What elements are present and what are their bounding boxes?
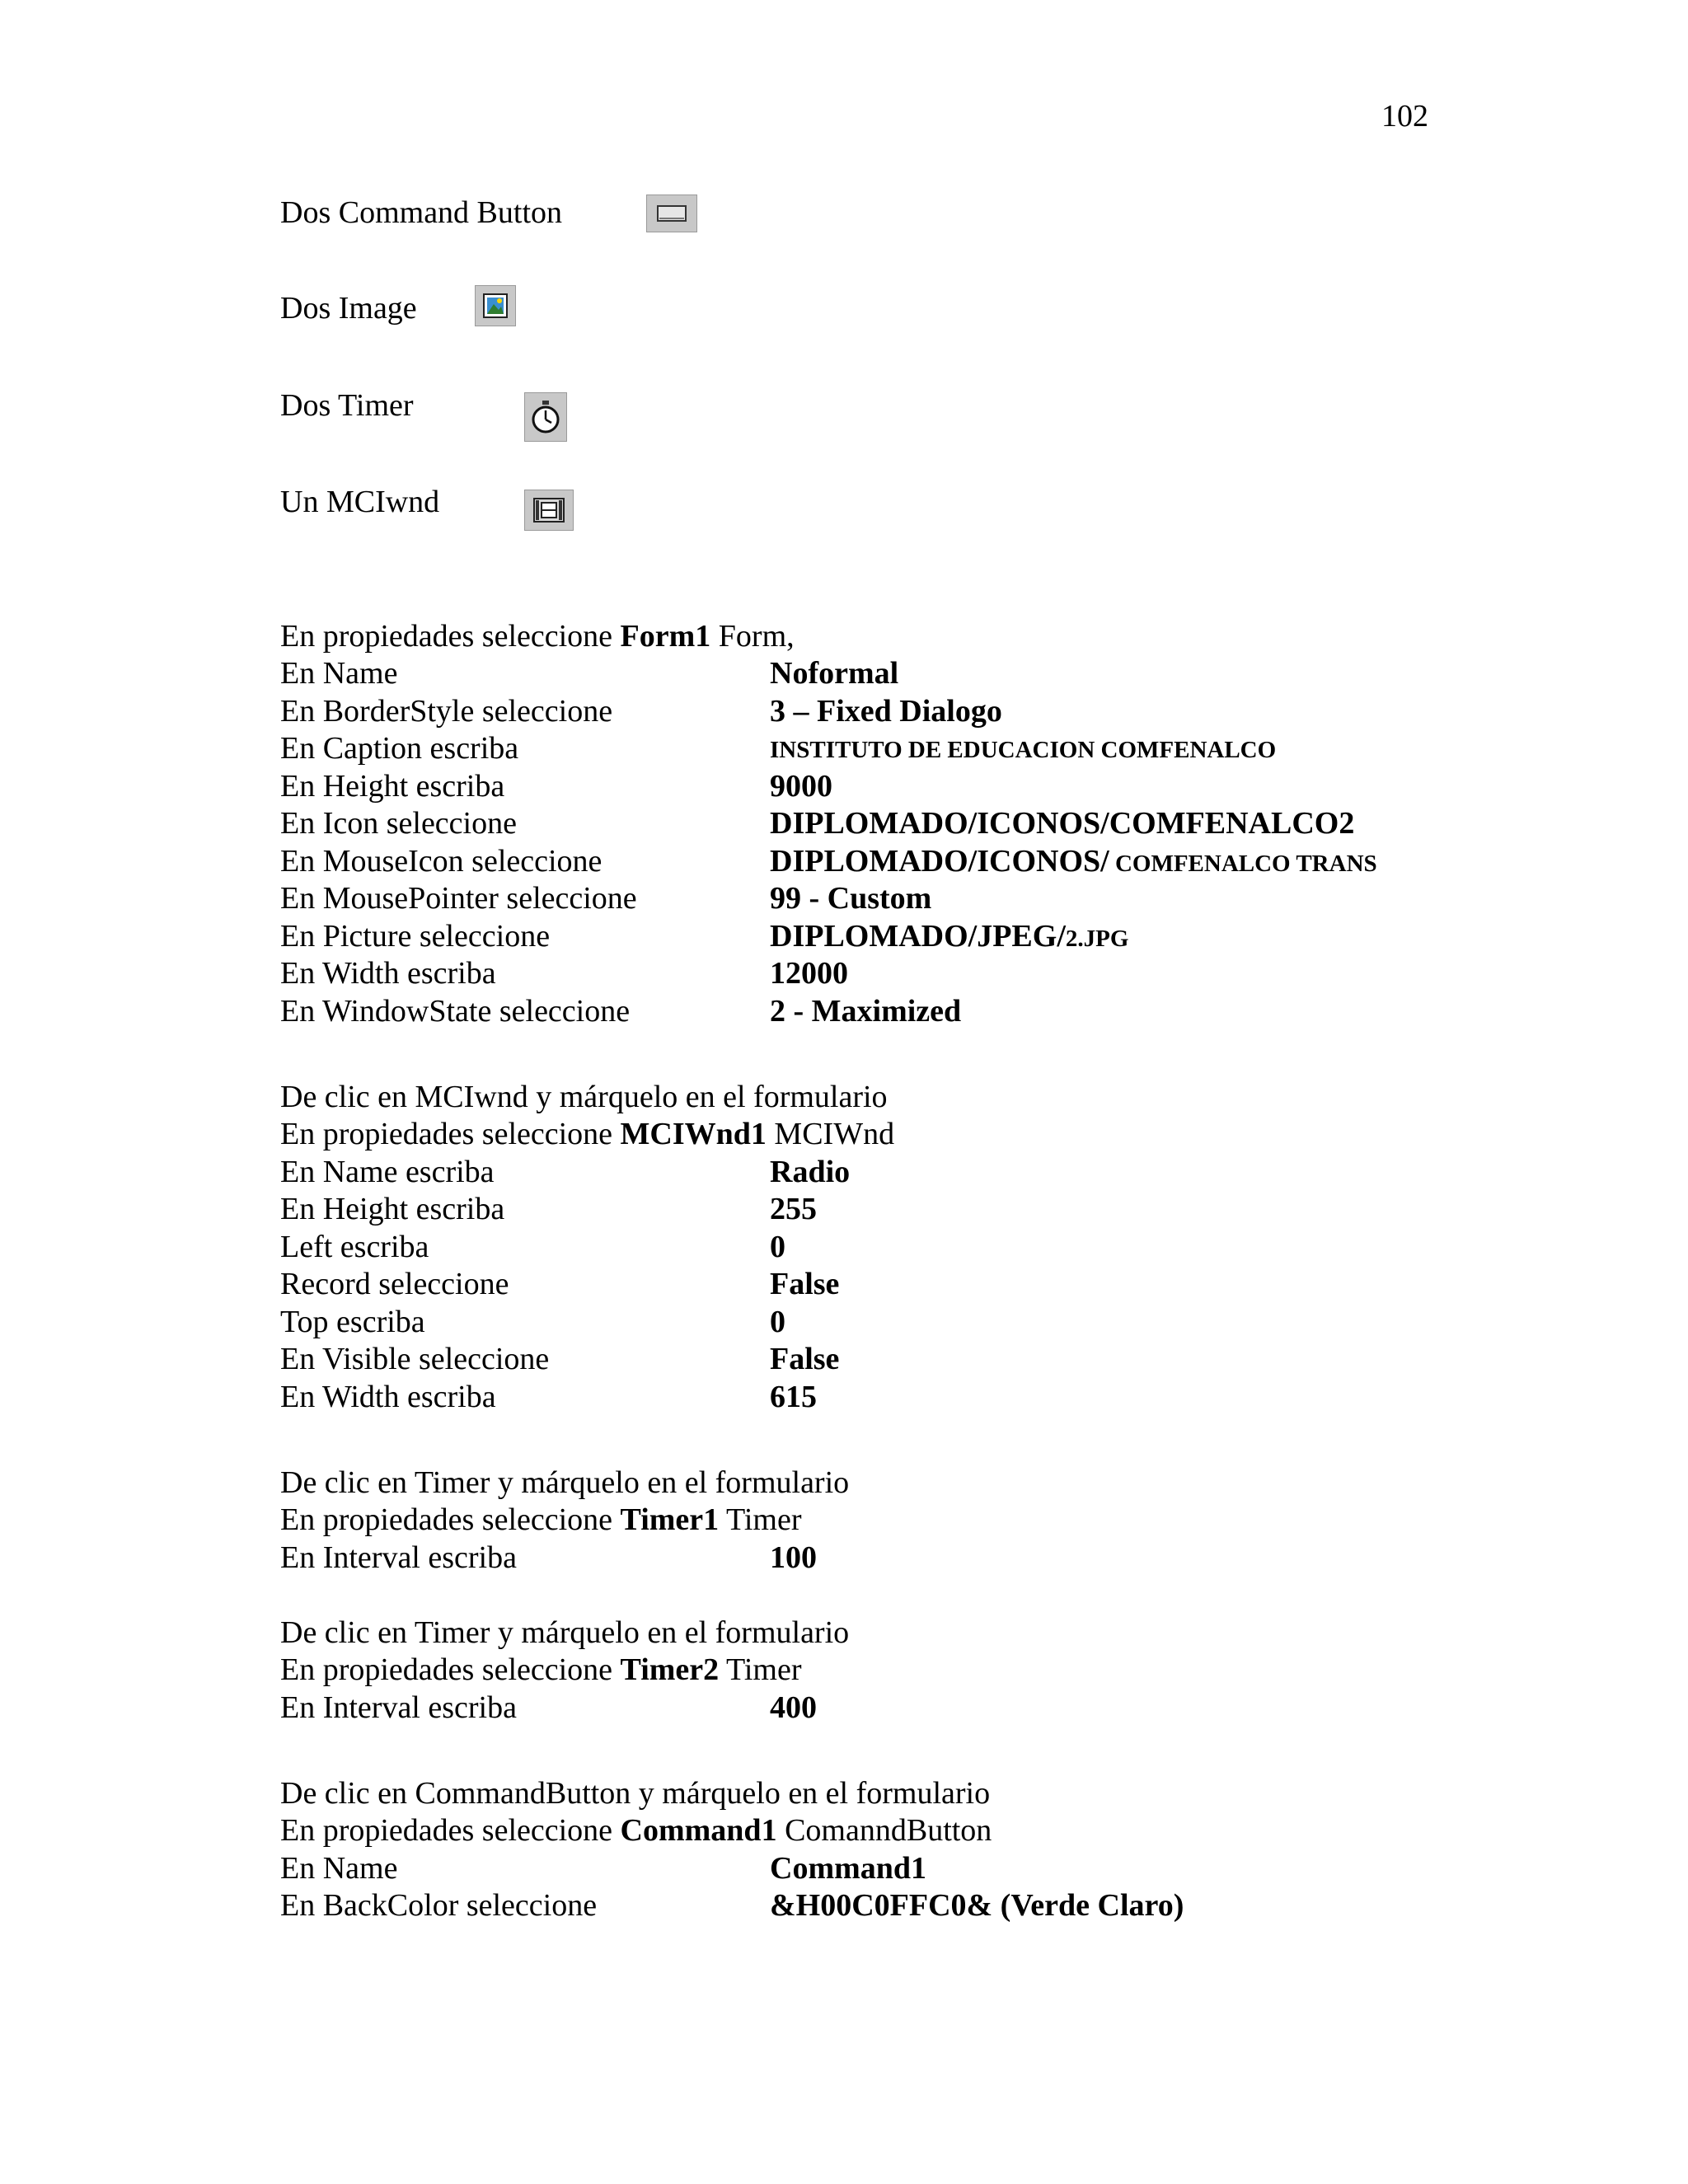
- object-name: Timer2: [620, 1652, 720, 1687]
- property-label: En MouseIcon seleccione: [280, 844, 603, 879]
- page-number: 102: [1381, 99, 1428, 134]
- property-value: 99 - Custom: [770, 881, 932, 916]
- mci-properties-intro: [280, 1115, 894, 1153]
- property-label: En Height escriba: [280, 769, 505, 804]
- section-instruction: De clic en MCIwnd y márquelo en el formulario: [280, 1080, 888, 1114]
- control-label: Dos Image: [280, 291, 417, 326]
- intro-text: En propiedades seleccione: [280, 1813, 621, 1848]
- intro-text: En propiedades seleccione: [280, 619, 621, 654]
- property-label: En Width escriba: [280, 956, 496, 991]
- property-value: 2 - Maximized: [770, 994, 962, 1029]
- property-value: [770, 917, 1128, 958]
- object-type: Form,: [710, 619, 795, 654]
- property-value: False: [770, 1342, 840, 1376]
- form-properties-intro: [280, 617, 795, 655]
- section-instruction: De clic en Timer y márquelo en el formulario: [280, 1465, 850, 1500]
- property-value: INSTITUTO DE EDUCACION COMFENALCO: [770, 737, 1277, 763]
- value-main: DIPLOMADO/ICONOS/: [770, 844, 1109, 879]
- property-label: En BackColor seleccione: [280, 1888, 598, 1923]
- command-properties-intro: [280, 1811, 992, 1849]
- property-value: Radio: [770, 1155, 851, 1189]
- property-value: Command1: [770, 1851, 927, 1886]
- object-name: Command1: [620, 1813, 777, 1848]
- property-label: En Visible seleccione: [280, 1342, 550, 1376]
- property-value: [770, 842, 1377, 883]
- property-value: &H00C0FFC0& (Verde Claro): [770, 1888, 1184, 1923]
- image-icon: [475, 285, 516, 326]
- control-label: Un MCIwnd: [280, 485, 440, 519]
- property-value: 255: [770, 1192, 817, 1226]
- property-value: 3 – Fixed Dialogo: [770, 694, 1002, 729]
- control-label: Dos Timer: [280, 388, 414, 423]
- property-label: En Interval escriba: [280, 1540, 517, 1575]
- mciwnd-icon: [524, 490, 574, 531]
- property-label: En BorderStyle seleccione: [280, 694, 613, 729]
- control-label: Dos Command Button: [280, 195, 563, 230]
- property-label: Record seleccione: [280, 1267, 509, 1301]
- property-value: Noformal: [770, 656, 899, 691]
- object-type: MCIWnd: [766, 1117, 895, 1151]
- object-name: Timer1: [620, 1502, 720, 1537]
- property-value: 0: [770, 1305, 785, 1339]
- intro-text: En propiedades seleccione: [280, 1117, 621, 1151]
- property-value: DIPLOMADO/ICONOS/COMFENALCO2: [770, 806, 1355, 841]
- section-instruction: De clic en Timer y márquelo en el formulario: [280, 1615, 850, 1650]
- object-name: Form1: [620, 619, 711, 654]
- object-type: Timer: [719, 1502, 802, 1537]
- property-value: False: [770, 1267, 840, 1301]
- property-value: 9000: [770, 769, 832, 804]
- section-instruction: De clic en CommandButton y márquelo en el formulario: [280, 1776, 991, 1811]
- intro-text: En propiedades seleccione: [280, 1502, 621, 1537]
- timer1-properties-intro: [280, 1501, 801, 1539]
- object-type: ComanndButton: [776, 1813, 992, 1848]
- object-type: Timer: [719, 1652, 802, 1687]
- property-label: En Name: [280, 1851, 398, 1886]
- property-value: 615: [770, 1380, 817, 1414]
- property-label: En WindowState seleccione: [280, 994, 631, 1029]
- property-value: 0: [770, 1230, 785, 1264]
- property-label: Left escriba: [280, 1230, 429, 1264]
- property-label: Top escriba: [280, 1305, 425, 1339]
- command-button-icon: [646, 194, 697, 232]
- value-main: DIPLOMADO/JPEG/: [770, 919, 1066, 954]
- property-label: En Width escriba: [280, 1380, 496, 1414]
- property-label: En Interval escriba: [280, 1690, 517, 1725]
- property-value: 400: [770, 1690, 817, 1725]
- timer-icon: [524, 392, 567, 442]
- property-label: En Height escriba: [280, 1192, 505, 1226]
- property-label: En Picture seleccione: [280, 919, 551, 954]
- property-label: En Name escriba: [280, 1155, 495, 1189]
- property-label: En Icon seleccione: [280, 806, 517, 841]
- timer2-properties-intro: [280, 1651, 801, 1689]
- value-small: 2.JPG: [1065, 926, 1129, 952]
- property-label: En MousePointer seleccione: [280, 881, 637, 916]
- value-small: COMFENALCO TRANS: [1109, 851, 1377, 877]
- property-value: 12000: [770, 956, 848, 991]
- property-label: En Caption escriba: [280, 731, 519, 766]
- intro-text: En propiedades seleccione: [280, 1652, 621, 1687]
- object-name: MCIWnd1: [620, 1117, 767, 1151]
- property-label: En Name: [280, 656, 398, 691]
- property-value: 100: [770, 1540, 817, 1575]
